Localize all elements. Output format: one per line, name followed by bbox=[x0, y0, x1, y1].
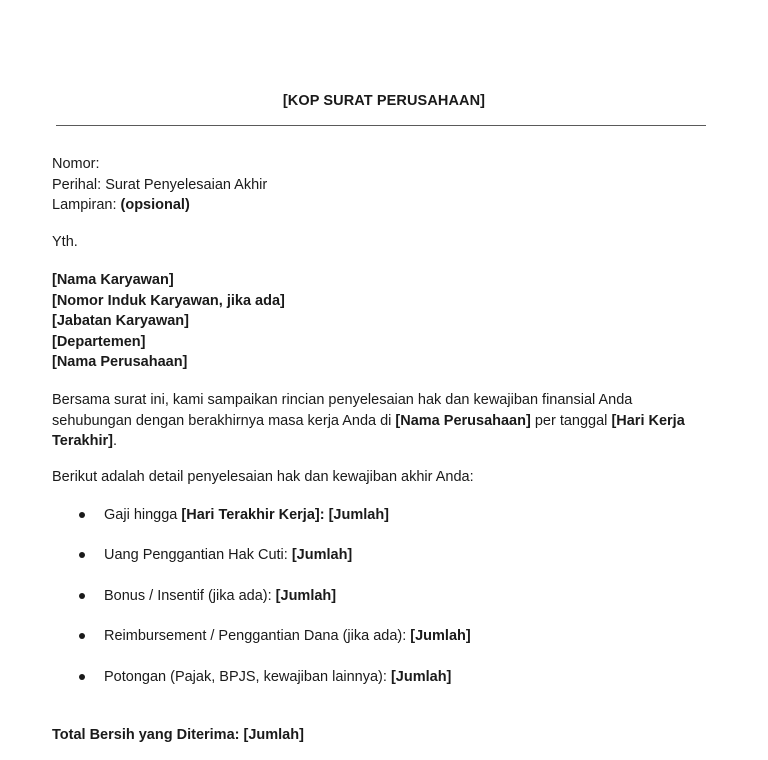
item-label: Bonus / Insentif (jika ada): bbox=[104, 588, 276, 604]
list-item-deductions bbox=[104, 667, 724, 687]
list-item-bonus bbox=[104, 586, 724, 606]
list-item-leave bbox=[104, 545, 724, 565]
item-amount: [Jumlah] bbox=[328, 507, 390, 523]
item-label: Uang Penggantian Hak Cuti: bbox=[104, 547, 292, 563]
body-last-day: [Hari Kerja Terakhir] bbox=[52, 412, 685, 449]
item-amount: [Jumlah] bbox=[291, 547, 353, 563]
body-company: [Nama Perusahaan] bbox=[395, 412, 531, 429]
list-item-salary bbox=[104, 505, 724, 525]
recipient-department: [Departemen] bbox=[52, 333, 146, 350]
bullet-icon bbox=[79, 552, 85, 558]
body-text-3: . bbox=[112, 433, 118, 449]
letterhead-divider bbox=[56, 125, 706, 126]
nomor-line: Nomor: bbox=[52, 156, 100, 172]
recipient-name: [Nama Karyawan] bbox=[52, 272, 174, 288]
item-label: Gaji hingga bbox=[104, 507, 182, 523]
salutation: Yth. bbox=[52, 234, 78, 250]
bullet-icon bbox=[79, 593, 85, 599]
recipient-position: [Jabatan Karyawan] bbox=[52, 313, 189, 329]
detail-intro: Berikut adalah detail penyelesaian hak dan kewajiban akhir Anda: bbox=[52, 469, 474, 485]
lampiran-line bbox=[52, 195, 702, 216]
bullet-icon bbox=[79, 512, 85, 518]
item-label: Potongan (Pajak, BPJS, kewajiban lainnya): bbox=[104, 669, 391, 685]
item-amount: [Jumlah] bbox=[390, 669, 452, 685]
item-last-day: [Hari Terakhir Kerja] bbox=[181, 507, 320, 523]
lampiran-value: (opsional) bbox=[120, 197, 190, 213]
bullet-icon bbox=[79, 674, 85, 680]
letter-meta bbox=[52, 154, 702, 216]
lampiran-label: Lampiran: bbox=[52, 197, 121, 213]
item-amount: [Jumlah] bbox=[410, 628, 471, 644]
body-paragraph bbox=[52, 390, 697, 452]
body-text-2: per tanggal bbox=[530, 412, 612, 429]
net-total: Total Bersih yang Diterima: [Jumlah] bbox=[52, 727, 304, 743]
body-text-1: Bersama surat ini, kami sampaikan rincian penyelesaian hak dan kewajiban finansial Anda sehubungan dengan berakhirnya masa kerja Anda di bbox=[52, 392, 633, 429]
list-item-reimbursement bbox=[104, 626, 724, 646]
perihal-line: Perihal: Surat Penyelesaian Akhir bbox=[52, 176, 268, 193]
item-label: Reimbursement / Penggantian Dana (jika ada): bbox=[104, 628, 411, 644]
recipient-employee-id: [Nomor Induk Karyawan, jika ada] bbox=[52, 292, 285, 309]
recipient-block bbox=[52, 270, 702, 373]
bullet-icon bbox=[79, 633, 85, 639]
letterhead-title: [KOP SURAT PERUSAHAAN] bbox=[282, 93, 486, 109]
recipient-company: [Nama Perusahaan] bbox=[52, 354, 188, 370]
item-amount: [Jumlah] bbox=[275, 588, 337, 604]
item-separator: : bbox=[319, 507, 329, 523]
